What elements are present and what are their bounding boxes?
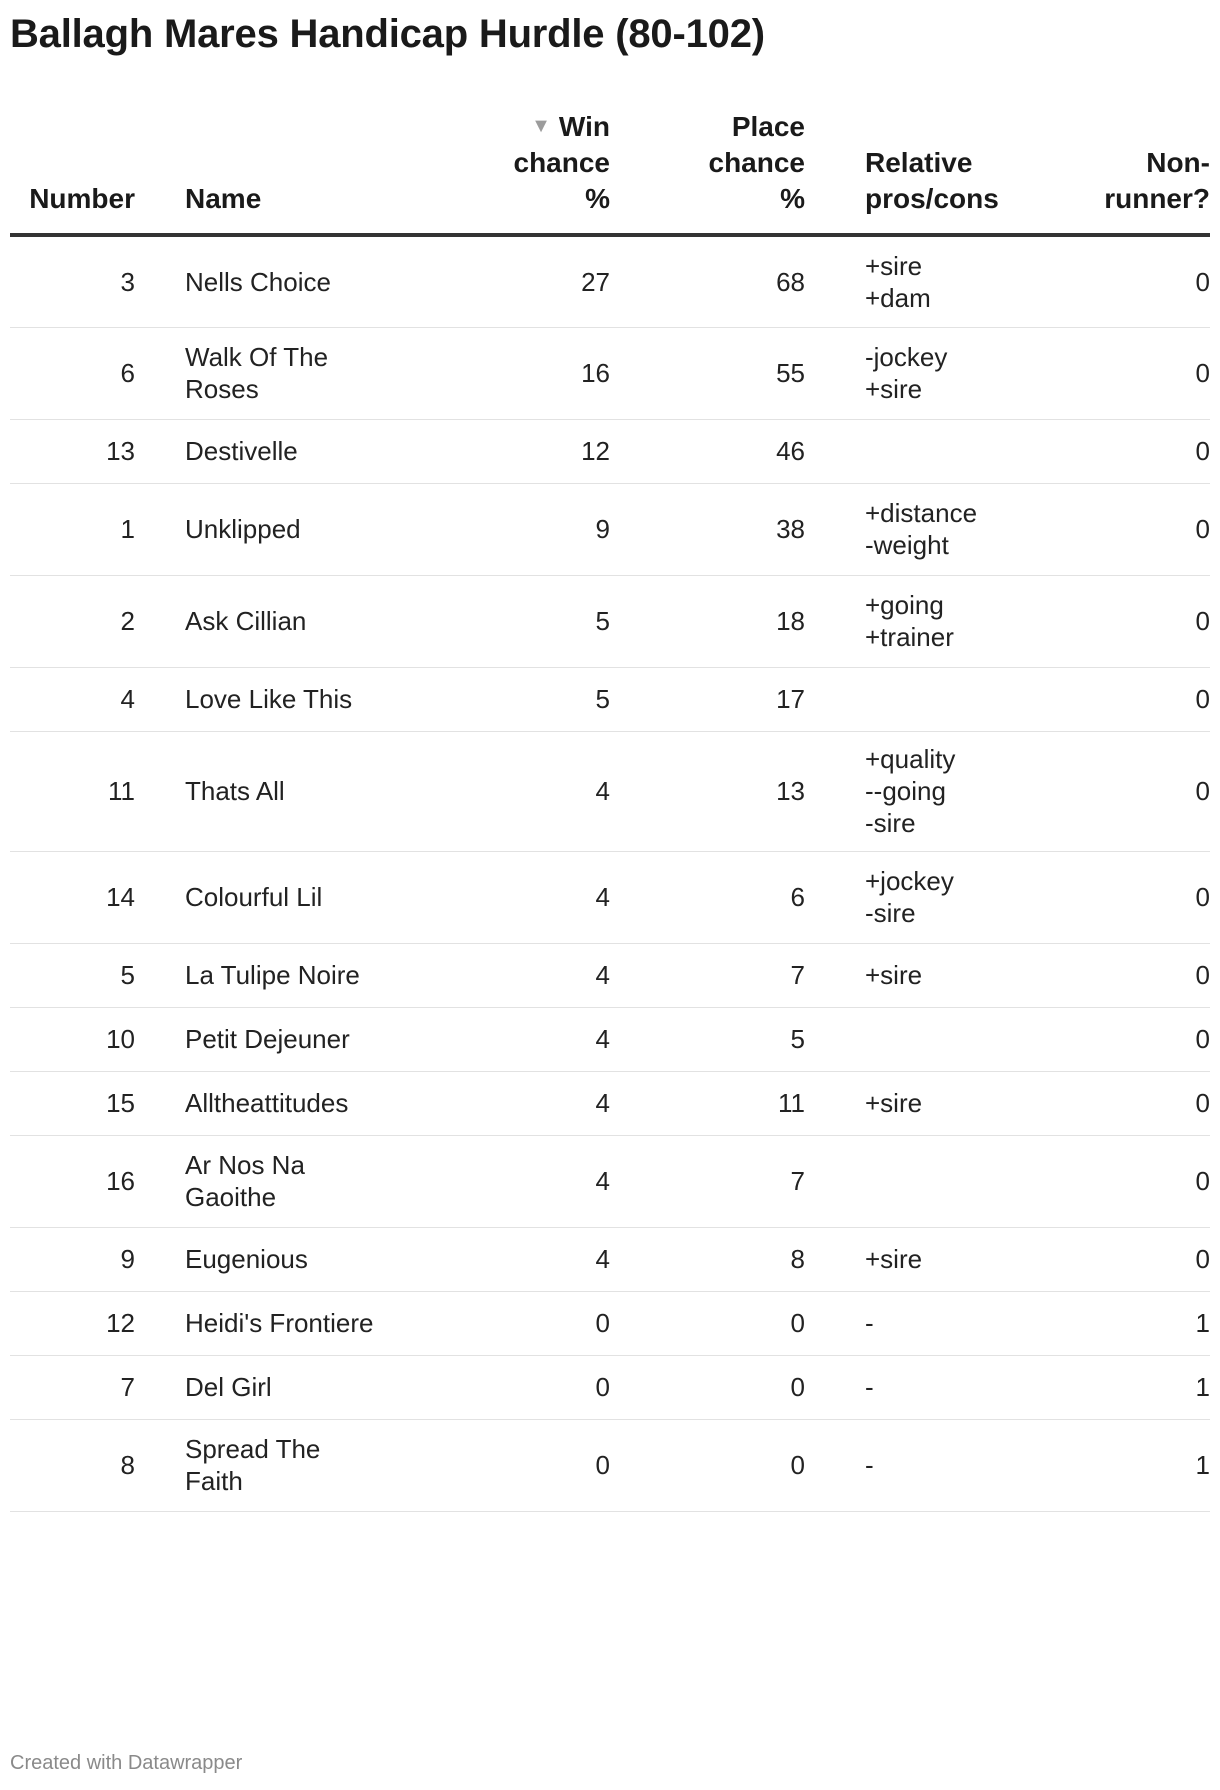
cell-name <box>185 1291 415 1355</box>
cell-name-line: Ar Nos Na <box>185 1150 305 1180</box>
table-row <box>10 1135 1210 1227</box>
cell-name <box>185 851 415 943</box>
cell-place-chance: 7 <box>610 943 805 1007</box>
cell-non-runner: 0 <box>1045 327 1210 419</box>
sort-descending-icon: ▼ <box>531 115 551 137</box>
cell-number: 12 <box>10 1291 135 1355</box>
cell-spacer <box>135 1227 185 1291</box>
cell-spacer <box>805 1071 865 1135</box>
cell-spacer <box>135 483 185 575</box>
cell-pros-cons <box>865 667 1045 731</box>
cell-place-chance: 55 <box>610 327 805 419</box>
cell-non-runner: 0 <box>1045 851 1210 943</box>
cell-pros-cons <box>865 1355 1045 1419</box>
cell-win-chance: 4 <box>415 1227 610 1291</box>
cell-spacer <box>805 419 865 483</box>
cell-pros-cons <box>865 943 1045 1007</box>
cell-pros-cons-line: +sire <box>865 250 923 281</box>
cell-name-line: Ask Cillian <box>185 606 307 636</box>
cell-pros-cons <box>865 419 1045 483</box>
cell-name-line: Walk Of The <box>185 342 329 372</box>
cell-pros-cons-line: -weight <box>865 530 949 560</box>
cell-number: 15 <box>10 1071 135 1135</box>
cell-place-chance: 0 <box>610 1419 805 1511</box>
cell-name-line: Gaoithe <box>185 1182 277 1212</box>
cell-name-line: Love Like This <box>185 684 353 714</box>
cell-spacer <box>805 483 865 575</box>
table-container <box>10 0 1210 1512</box>
cell-spacer <box>135 851 185 943</box>
cell-win-chance: 4 <box>415 1007 610 1071</box>
cell-pros-cons-line: +jockey <box>865 866 954 896</box>
table-row <box>10 1355 1210 1419</box>
cell-pros-cons <box>865 731 1045 851</box>
cell-pros-cons-line: +dam <box>865 282 931 313</box>
cell-win-chance: 27 <box>415 235 610 327</box>
cell-win-chance: 0 <box>415 1355 610 1419</box>
table-row <box>10 327 1210 419</box>
cell-place-chance: 68 <box>610 235 805 327</box>
chart-title: Ballagh Mares Handicap Hurdle (80-102) <box>10 12 765 56</box>
cell-place-chance: 7 <box>610 1135 805 1227</box>
cell-pros-cons <box>865 235 1045 327</box>
cell-number: 14 <box>10 851 135 943</box>
cell-name-line: Alltheattitudes <box>185 1088 349 1118</box>
cell-name-line: Thats All <box>185 776 285 806</box>
header-place-chance[interactable] <box>610 108 805 235</box>
cell-pros-cons <box>865 327 1045 419</box>
cell-number: 11 <box>10 731 135 851</box>
cell-non-runner: 1 <box>1045 1419 1210 1511</box>
cell-non-runner: 1 <box>1045 1355 1210 1419</box>
header-spacer <box>135 108 185 235</box>
cell-name <box>185 1227 415 1291</box>
header-win-chance[interactable] <box>415 108 610 235</box>
header-label-line: Place <box>731 111 805 142</box>
table-body <box>10 235 1210 1511</box>
cell-spacer <box>805 1355 865 1419</box>
cell-name-line: Colourful Lil <box>185 882 323 912</box>
cell-pros-cons-line: +trainer <box>865 622 954 652</box>
cell-number: 2 <box>10 575 135 667</box>
cell-win-chance: 5 <box>415 575 610 667</box>
cell-place-chance: 13 <box>610 731 805 851</box>
cell-name-line: Petit Dejeuner <box>185 1024 350 1054</box>
cell-pros-cons-line: +sire <box>865 1088 923 1118</box>
cell-pros-cons-line: -jockey <box>865 342 948 372</box>
cell-non-runner: 0 <box>1045 667 1210 731</box>
cell-win-chance: 4 <box>415 1135 610 1227</box>
cell-name-line: Unklipped <box>185 514 301 544</box>
cell-non-runner: 0 <box>1045 731 1210 851</box>
cell-name <box>185 1355 415 1419</box>
cell-spacer <box>135 1071 185 1135</box>
header-spacer <box>805 108 865 235</box>
cell-pros-cons-line: +sire <box>865 960 923 990</box>
cell-name-line: Spread The <box>185 1434 321 1464</box>
cell-pros-cons-line: +going <box>865 590 944 620</box>
table-row <box>10 575 1210 667</box>
cell-non-runner: 0 <box>1045 1227 1210 1291</box>
cell-win-chance: 12 <box>415 419 610 483</box>
cell-name <box>185 1135 415 1227</box>
cell-pros-cons-line: +distance <box>865 498 978 528</box>
table-row <box>10 667 1210 731</box>
cell-pros-cons-line: - <box>865 1308 874 1338</box>
cell-number: 9 <box>10 1227 135 1291</box>
cell-pros-cons-line: +quality <box>865 744 956 774</box>
cell-spacer <box>805 575 865 667</box>
table-row <box>10 419 1210 483</box>
header-label-line: % <box>780 183 805 214</box>
cell-non-runner: 0 <box>1045 1007 1210 1071</box>
cell-non-runner: 0 <box>1045 1135 1210 1227</box>
header-label-line: pros/cons <box>865 183 999 214</box>
cell-spacer <box>805 1227 865 1291</box>
cell-pros-cons-line: -sire <box>865 808 916 838</box>
cell-name-line: Eugenious <box>185 1244 308 1274</box>
table-row <box>10 1227 1210 1291</box>
cell-pros-cons <box>865 1071 1045 1135</box>
cell-spacer <box>135 1419 185 1511</box>
cell-place-chance: 11 <box>610 1071 805 1135</box>
cell-name-line: La Tulipe Noire <box>185 960 360 990</box>
cell-win-chance: 9 <box>415 483 610 575</box>
table-row <box>10 235 1210 327</box>
header-row <box>10 108 1210 235</box>
cell-number: 5 <box>10 943 135 1007</box>
table-row <box>10 1291 1210 1355</box>
cell-win-chance: 0 <box>415 1419 610 1511</box>
header-pros-cons[interactable] <box>865 108 1045 235</box>
cell-win-chance: 4 <box>415 1071 610 1135</box>
cell-non-runner: 0 <box>1045 575 1210 667</box>
cell-number: 10 <box>10 1007 135 1071</box>
cell-number: 16 <box>10 1135 135 1227</box>
cell-spacer <box>135 667 185 731</box>
cell-name-line: Nells Choice <box>185 266 331 297</box>
cell-name-line: Heidi's Frontiere <box>185 1308 374 1338</box>
header-label-line: Relative <box>865 147 973 178</box>
cell-spacer <box>135 327 185 419</box>
cell-place-chance: 46 <box>610 419 805 483</box>
cell-number: 8 <box>10 1419 135 1511</box>
cell-win-chance: 16 <box>415 327 610 419</box>
cell-place-chance: 0 <box>610 1355 805 1419</box>
cell-name <box>185 419 415 483</box>
table-row <box>10 851 1210 943</box>
cell-number: 1 <box>10 483 135 575</box>
cell-spacer <box>805 1007 865 1071</box>
cell-spacer <box>805 327 865 419</box>
cell-pros-cons <box>865 1007 1045 1071</box>
cell-non-runner: 1 <box>1045 1291 1210 1355</box>
header-label-line: Number <box>29 183 135 214</box>
cell-name-line: Roses <box>185 374 259 404</box>
cell-spacer <box>805 235 865 327</box>
cell-pros-cons <box>865 1419 1045 1511</box>
cell-name <box>185 1071 415 1135</box>
cell-name <box>185 235 415 327</box>
cell-number: 7 <box>10 1355 135 1419</box>
cell-pros-cons-line: +sire <box>865 374 923 404</box>
cell-name <box>185 1419 415 1511</box>
header-number[interactable] <box>10 108 135 235</box>
cell-pros-cons-line: +sire <box>865 1244 923 1274</box>
cell-spacer <box>805 851 865 943</box>
header-label-line: Name <box>185 183 262 214</box>
cell-pros-cons <box>865 1291 1045 1355</box>
cell-win-chance: 0 <box>415 1291 610 1355</box>
header-label-line: chance <box>708 147 805 178</box>
cell-number: 13 <box>10 419 135 483</box>
cell-win-chance: 4 <box>415 851 610 943</box>
cell-place-chance: 5 <box>610 1007 805 1071</box>
cell-place-chance: 38 <box>610 483 805 575</box>
cell-name-line: Del Girl <box>185 1372 272 1402</box>
cell-win-chance: 5 <box>415 667 610 731</box>
header-name[interactable] <box>185 108 415 235</box>
cell-non-runner: 0 <box>1045 419 1210 483</box>
cell-non-runner: 0 <box>1045 483 1210 575</box>
cell-spacer <box>135 731 185 851</box>
cell-spacer <box>135 1355 185 1419</box>
table-row <box>10 1419 1210 1511</box>
header-label-line: Non- <box>1146 147 1210 178</box>
header-label-line: % <box>585 183 610 214</box>
cell-pros-cons-line: -sire <box>865 898 916 928</box>
cell-pros-cons <box>865 1227 1045 1291</box>
cell-pros-cons-line: - <box>865 1372 874 1402</box>
table-row <box>10 1007 1210 1071</box>
cell-win-chance: 4 <box>415 731 610 851</box>
header-label-line: Win <box>558 111 610 142</box>
cell-non-runner: 0 <box>1045 943 1210 1007</box>
cell-place-chance: 6 <box>610 851 805 943</box>
cell-spacer <box>135 235 185 327</box>
cell-spacer <box>135 1291 185 1355</box>
cell-place-chance: 17 <box>610 667 805 731</box>
cell-place-chance: 18 <box>610 575 805 667</box>
table-row <box>10 731 1210 851</box>
cell-spacer <box>135 419 185 483</box>
cell-spacer <box>135 1135 185 1227</box>
cell-non-runner: 0 <box>1045 1071 1210 1135</box>
header-label-line: chance <box>513 147 610 178</box>
cell-pros-cons <box>865 1135 1045 1227</box>
cell-win-chance: 4 <box>415 943 610 1007</box>
cell-spacer <box>805 667 865 731</box>
cell-name <box>185 943 415 1007</box>
cell-name <box>185 327 415 419</box>
cell-place-chance: 0 <box>610 1291 805 1355</box>
cell-number: 4 <box>10 667 135 731</box>
cell-name <box>185 1007 415 1071</box>
cell-number: 3 <box>10 235 135 327</box>
table-row <box>10 1071 1210 1135</box>
footer-credit: Created with Datawrapper <box>10 1752 243 1774</box>
cell-name-line: Destivelle <box>185 436 298 466</box>
cell-spacer <box>135 943 185 1007</box>
cell-spacer <box>805 731 865 851</box>
cell-pros-cons-line: --going <box>865 776 946 806</box>
header-non-runner[interactable] <box>1045 108 1210 235</box>
table-row <box>10 943 1210 1007</box>
cell-spacer <box>805 1291 865 1355</box>
cell-name <box>185 575 415 667</box>
cell-spacer <box>135 1007 185 1071</box>
cell-name-line: Faith <box>185 1466 243 1496</box>
cell-pros-cons <box>865 851 1045 943</box>
cell-spacer <box>805 1135 865 1227</box>
cell-name <box>185 731 415 851</box>
cell-place-chance: 8 <box>610 1227 805 1291</box>
table-row <box>10 483 1210 575</box>
cell-pros-cons <box>865 575 1045 667</box>
cell-spacer <box>805 1419 865 1511</box>
cell-pros-cons-line: - <box>865 1450 874 1480</box>
cell-spacer <box>805 943 865 1007</box>
cell-number: 6 <box>10 327 135 419</box>
cell-name <box>185 483 415 575</box>
cell-name <box>185 667 415 731</box>
header-label-line: runner? <box>1104 183 1210 214</box>
cell-non-runner: 0 <box>1045 235 1210 327</box>
data-table <box>10 108 1210 1512</box>
cell-pros-cons <box>865 483 1045 575</box>
cell-spacer <box>135 575 185 667</box>
